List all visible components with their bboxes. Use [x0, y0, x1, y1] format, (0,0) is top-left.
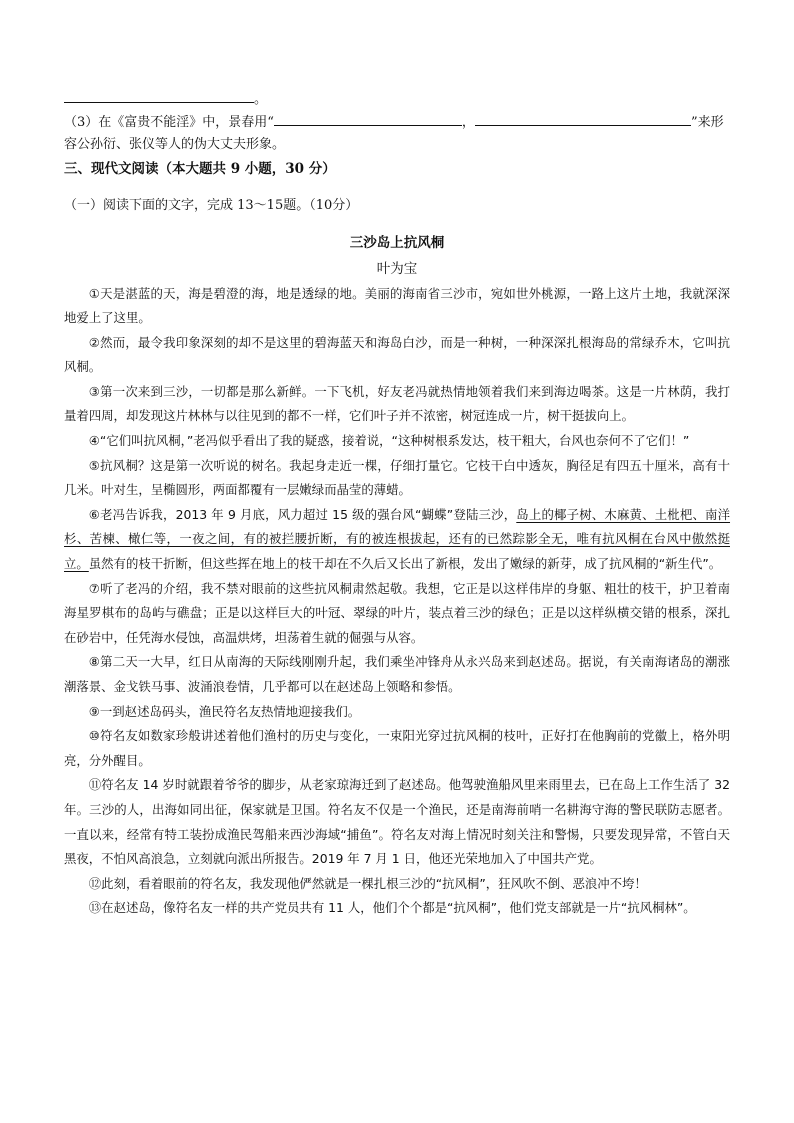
paragraph-1: ①天是湛蓝的天，海是碧澄的海，地是透绿的地。美丽的海南省三沙市，宛如世外桃源，一路上这片土地，我就深深地爱上了这里。 [64, 285, 730, 326]
answer-blank[interactable] [64, 88, 254, 103]
sub-heading: （一）阅读下面的文字，完成 13～15题。（10分） [64, 197, 359, 213]
question-3-line2: 容公孙衍、张仪等人的伪大丈夫形象。 [64, 137, 286, 152]
section-heading: 三、现代文阅读（本大题共 9 小题，30 分） [64, 161, 336, 177]
paragraph-9: ⑨一到赵述岛码头，渔民符名友热情地迎接我们。 [88, 703, 361, 719]
paragraph-10: ⑩符名友如数家珍般讲述着他们渔村的历史与变化，一束阳光穿过抗风桐的枝叶，正好打在他胸前的党徽上，格外明亮，分外醒目。 [64, 728, 730, 768]
underlined-sentence: 岛上的椰子树、木麻黄、土枇杷、南洋杉、苦楝、橄仁等，一夜之间，有的被拦腰折断，有的被连根拔起，还有的已然踪影全无，唯有抗风桐在台风中傲然挺立。 [64, 506, 731, 572]
paragraph-11: ⑪符名友 14 岁时就跟着爷爷的脚步，从老家琼海迁到了赵述岛。他驾驶渔船风里来雨里去，已在岛上工作生活了 32 年。三沙的人，出海如同出征，保家就是卫国。符名友不仅是一个渔民，还是南海前哨一名耕海守海的警民联防志愿者。一直以来，经常有特工装扮成渔民驾船来西沙海域“捕鱼”。符名友对海上情况时刻关注和警惕，只要发现异常，不管白天黑夜，不怕风高浪急，立刻就向派出所报告。2019 年 7 月 1 日，他还光荣地加入了中国共产党。 [64, 777, 730, 867]
paragraph-4: ④“它们叫抗风桐，”老冯似乎看出了我的疑惑，接着说，“这种树根系发达，枝干粗大，台风也奈何不了它们！” [88, 433, 690, 449]
paragraph-6: ⑥老冯告诉我，2013 年 9 月底，风力超过 15 级的强台风“蝴蝶”登陆三沙，岛上的椰子树、木麻黄、土枇杷、南洋杉、苦楝、橄仁等，一夜之间，有的被拦腰折断，有的被连根拔起，还有的已然踪影全无，唯有抗风桐在台风中傲然挺立。虽然有的枝干折断，但这些挥在地上的枝干却在不久后又长出了新根，发出了嫩绿的新芽，成了抗风桐的“新生代”。 [64, 506, 731, 572]
essay-title: 三沙岛上抗风桐 [349, 234, 445, 251]
paragraph-8: ⑧第二天一大早，红日从南海的天际线刚刚升起，我们乘坐冲锋舟从永兴岛来到赵述岛。据说，有关南海诸岛的潮涨潮落景、金戈铁马事、波涌浪卷情，几乎都可以在赵述岛上领略和参悟。 [64, 654, 730, 694]
answer-blank[interactable] [475, 111, 691, 126]
question-3: （3）在《富贵不能淫》中，景春用“ ， ”来形 [64, 111, 730, 134]
paragraph-3: ③第一次来到三沙，一切都是那么新鲜。一下飞机，好友老冯就热情地领着我们来到海边喝茶。这是一片林荫，我打量着四周，却发现这片林林与以往见到的都不一样，它们叶子并不浓密，树冠连成一片，树干挺拔向上。 [64, 383, 730, 424]
paragraph-12: ⑫此刻，看着眼前的符名友，我发现他俨然就是一棵扎根三沙的“抗风桐”，狂风吹不倒、恶浪冲不垮！ [88, 875, 647, 891]
paragraph-5: ⑤抗风桐？这是第一次听说的树名。我起身走近一棵，仔细打量它。它枝干白中透灰，胸径足有四五十厘米，高有十几米。叶对生，呈椭圆形，两面都覆有一层嫩绿而晶莹的薄蜡。 [64, 457, 730, 498]
question-2-tail: 。 [64, 88, 730, 111]
answer-blank[interactable] [274, 111, 462, 126]
paragraph-7: ⑦听了老冯的介绍，我不禁对眼前的这些抗风桐肃然起敬。我想，它正是以这样伟岸的身躯、粗壮的枝干，护卫着南海星罗棋布的岛屿与礁盘；正是以这样巨大的叶冠、翠绿的叶片，装点着三沙的绿色；正是以这样纵横交错的根系，深扎在砂岩中，任凭海水侵蚀，高温烘烤，坦荡着生就的倔强与从容。 [64, 580, 730, 645]
exam-page [64, 88, 730, 921]
paragraph-2: ②然而，最令我印象深刻的却不是这里的碧海蓝天和海岛白沙，而是一种树，一种深深扎根海岛的常绿乔木，它叫抗风桐。 [64, 334, 730, 375]
paragraph-13: ⑬在赵述岛，像符名友一样的共产党员共有 11 人，他们个个都是“抗风桐”，他们党支部就是一片“抗风桐林”。 [88, 900, 696, 916]
essay-author: 叶为宝 [376, 260, 418, 277]
